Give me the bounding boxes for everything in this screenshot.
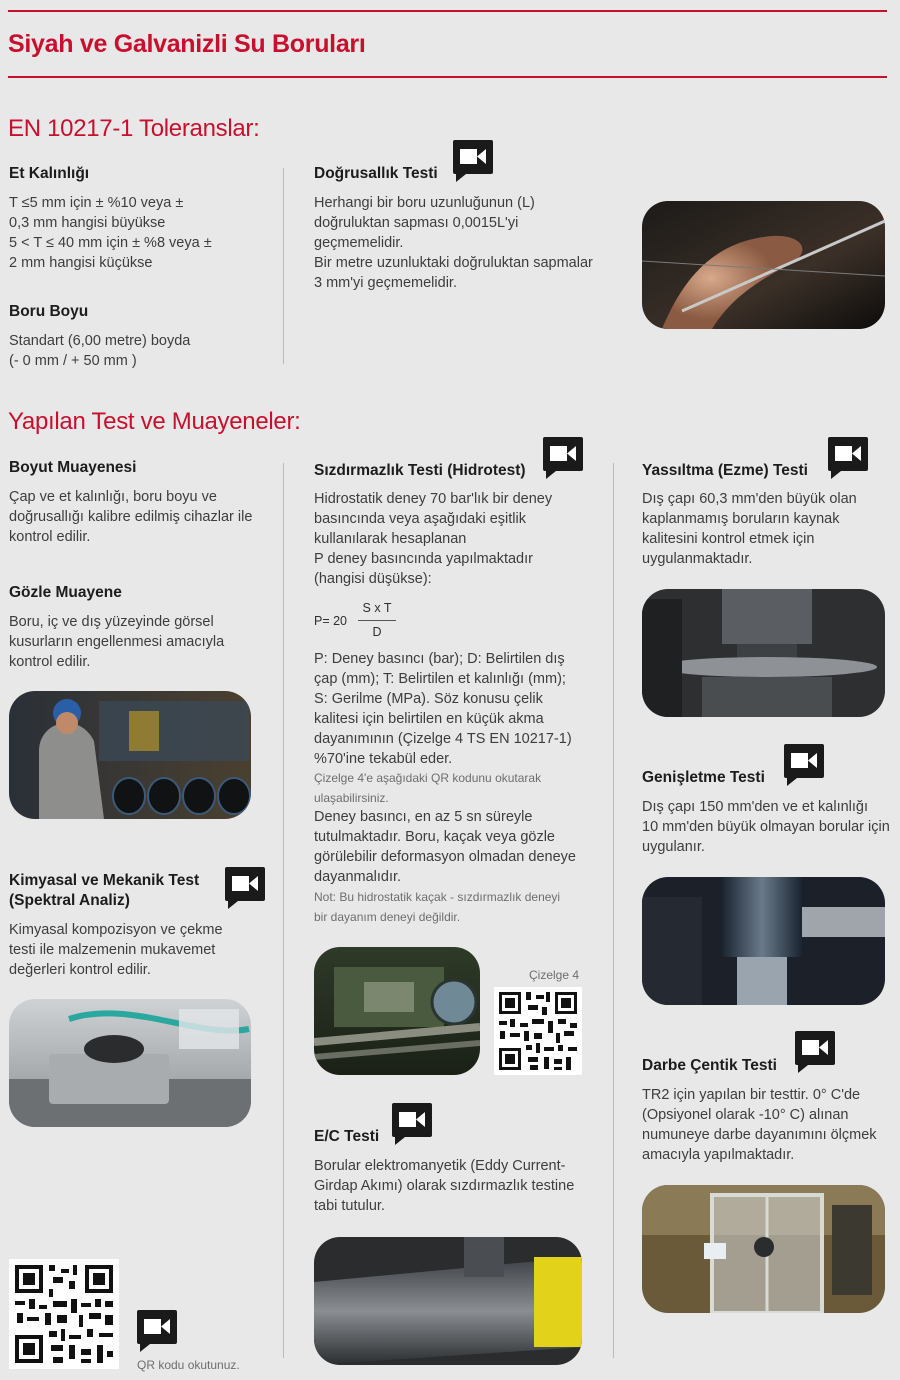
qr-code[interactable] [9, 1259, 119, 1369]
video-camera-icon[interactable] [224, 866, 266, 910]
hydrotest-text: Hidrostatik deney 70 bar'lık bir deney basıncında veya aşağıdaki eşitlik kullanılarak hesaplanan P deney basıncında yapılmaktadır (hangisi düşükse): [314, 491, 553, 587]
flattening-test-photo [642, 589, 885, 717]
impact-test-heading: Darbe Çentik Testi [642, 1057, 777, 1074]
hydrotest-heading: Sızdırmazlık Testi (Hidrotest) [314, 462, 526, 479]
flattening-test-text: Dış çapı 60,3 mm'den büyük olan kaplanmamış boruların kaynak kalitesini kontrol etmek için uygulanmaktadır. [642, 491, 857, 567]
formula-denominator: D [372, 625, 382, 639]
chemical-test-subheading: (Spektral Analiz) [9, 892, 130, 909]
video-camera-icon[interactable] [794, 1030, 836, 1074]
hydrotest-qr-note: Çizelge 4'e aşağıdaki QR kodunu okutarak ulaşabilirsiniz. [314, 771, 542, 805]
chemical-test-photo [9, 999, 251, 1127]
straightness-text: Herhangi bir boru uzunluğunun (L) doğruluktan sapması 0,0015L'yi geçmemelidir. Bir metre uzunluktaki doğruluktan sapmalar 3 mm'yi geçmemelidir. [314, 195, 593, 291]
chemical-test-heading: Kimyasal ve Mekanik Test [9, 872, 200, 889]
formula-prefix: P= 20 [314, 614, 348, 628]
column-divider [613, 463, 614, 1358]
video-camera-icon[interactable] [783, 743, 825, 787]
expansion-test-heading: Genişletme Testi [642, 769, 765, 786]
dimension-inspection-heading: Boyut Muayenesi [9, 459, 137, 476]
expansion-test-text: Dış çapı 150 mm'den ve et kalınlığı 10 mm'den büyük olmayan borular için uygulanır. [642, 799, 890, 855]
visual-inspection-text: Boru, iç ve dış yüzeyinde görsel kusurların engellenmesi amacıyla kontrol edilir. [9, 614, 225, 670]
chemical-test-text: Kimyasal kompozisyon ve çekme testi ile malzemenin mukavemet değerleri kontrol edilir. [9, 922, 223, 978]
qr-caption: QR kodu okutunuz. [137, 1358, 240, 1372]
dimension-inspection-text: Çap ve et kalınlığı, boru boyu ve doğrusallığı kalibre edilmiş cihazlar ile kontrol edilir. [9, 489, 253, 545]
visual-inspection-heading: Gözle Muayene [9, 584, 122, 601]
hydrotest-note: Not: Bu hidrostatik kaçak - sızdırmazlık deneyi bir dayanım deneyi değildir. [314, 890, 561, 924]
hydrotest-definitions: P: Deney basıncı (bar); D: Belirtilen dış çap (mm); T: Belirtilen et kalınlığı (mm); S: Gerilme (MPa). Söz konusu çelik kalitesi için belirtilen en küçük akma dayanımının (Çizelge 4 TS EN 10217-1) %70'ine tekabül eder. [314, 651, 572, 767]
visual-inspection-photo [9, 691, 251, 819]
pipe-length-text: Standart (6,00 metre) boyda (- 0 mm / + 50 mm ) [9, 333, 191, 369]
qr-code-table4[interactable] [494, 987, 582, 1075]
fraction-bar [358, 620, 396, 621]
impact-test-photo [642, 1185, 885, 1313]
straightness-heading: Doğrusallık Testi [314, 165, 438, 182]
video-camera-icon[interactable] [136, 1309, 178, 1353]
page-title: Siyah ve Galvanizli Su Boruları [8, 30, 366, 58]
column-divider [283, 463, 284, 1358]
qr-label: Çizelge 4 [529, 968, 580, 982]
formula-numerator: S x T [362, 601, 392, 615]
video-camera-icon[interactable] [391, 1102, 433, 1146]
video-camera-icon[interactable] [542, 436, 584, 480]
hydrotest-photo [314, 947, 480, 1075]
tests-title: Yapılan Test ve Muayeneler: [8, 408, 301, 435]
straightness-photo [642, 201, 885, 329]
ec-test-heading: E/C Testi [314, 1128, 380, 1145]
ec-test-text: Borular elektromanyetik (Eddy Current- Girdap Akımı) olarak sızdırmazlık testine tabi tutulur. [314, 1158, 575, 1214]
impact-test-text: TR2 için yapılan bir testtir. 0° C'de (Opsiyonel olarak -10° C) alınan numuneye darbe dayanımını ölçmek amacıyla yapılmaktadır. [642, 1087, 877, 1163]
wall-thickness-heading: Et Kalınlığı [9, 165, 90, 182]
flattening-test-heading: Yassıltma (Ezme) Testi [642, 462, 808, 479]
video-camera-icon[interactable] [827, 436, 869, 480]
ec-test-photo [314, 1237, 582, 1365]
expansion-test-photo [642, 877, 885, 1005]
column-divider [283, 168, 284, 364]
title-rule [8, 76, 887, 78]
top-rule [8, 10, 887, 12]
tolerances-title: EN 10217-1 Toleranslar: [8, 115, 260, 142]
wall-thickness-text: T ≤5 mm için ± %10 veya ± 0,3 mm hangisi büyükse 5 < T ≤ 40 mm için ± %8 veya ± 2 mm hangisi küçükse [9, 195, 212, 271]
pipe-length-heading: Boru Boyu [9, 303, 89, 320]
hydrotest-duration-text: Deney basıncı, en az 5 sn süreyle tutulmaktadır. Boru, kaçak veya gözle görülebilir deformasyon olmadan deneye dayanmalıdır. [314, 809, 576, 885]
video-camera-icon[interactable] [452, 139, 494, 183]
